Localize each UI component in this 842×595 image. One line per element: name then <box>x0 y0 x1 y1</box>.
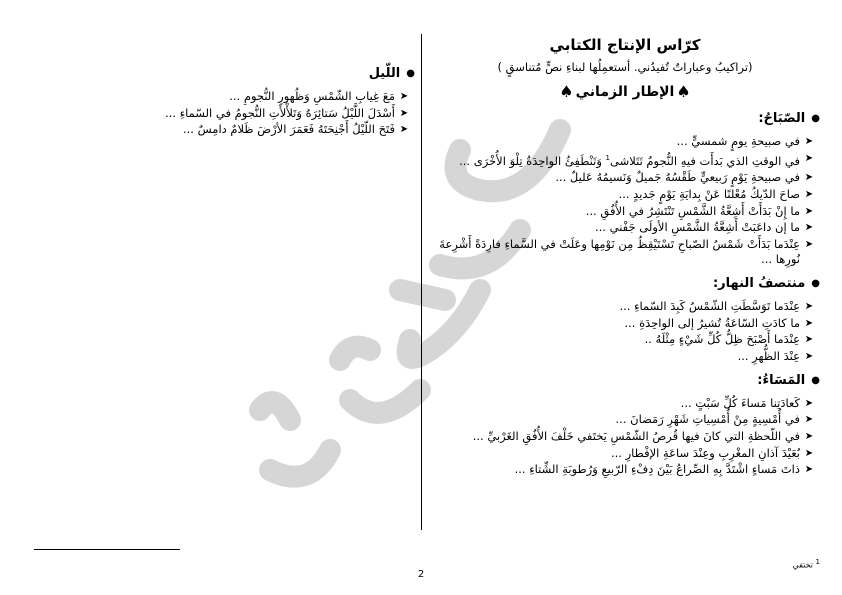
frame-title-text: الإطار الزماني <box>575 83 675 100</box>
arrow-icon: ➤ <box>804 464 814 476</box>
arrow-icon: ➤ <box>804 397 814 409</box>
list-item: ➤ ذاتَ مَساءٍ اشْتَدَّ بِهِ الصِّراعُ بَيْنَ دِفْءِ الرّبيعِ وَرُطوبَةِ الشِّتاءِ ... <box>430 462 820 478</box>
night-list <box>30 89 415 138</box>
arrow-icon: ➤ <box>804 414 814 426</box>
arrow-icon: ➤ <box>804 205 814 217</box>
list-item: ➤ عِنْدَما أَصْبَحَ ظِلُّ كُلِّ شَيْءٍ مِثْلَهُ .. <box>430 332 820 348</box>
list-item: ➤ في أُمْسِيةٍ مِنْ أُمْسِياتِ شَهْرِ رَمَضانَ ... <box>430 412 820 428</box>
list-item: ➤ صاحَ الدّيكُ مُعْلنًا عَنْ بِدايَةِ يَوْمٍ جَديدٍ ... <box>430 187 820 203</box>
evening-list <box>430 396 820 478</box>
arrow-icon: ➤ <box>399 124 409 136</box>
bullet-icon: ● <box>811 374 820 386</box>
arrow-icon: ➤ <box>399 91 409 102</box>
frame-title <box>430 82 820 101</box>
list-item: ➤ عِنْدَما بَدَأَتْ شَمْسُ الصّباحِ تَسْتَيْقِظُ مِن نَوْمِها وعَلَتْ في السَّماءِ فارِدَةً أَشْرِعةَ نُورِها ... <box>430 237 820 268</box>
footnote-separator <box>34 549 180 550</box>
page-number: 2 <box>417 569 425 580</box>
page-title: كرّاس الإنتاج الكتابي <box>549 36 701 54</box>
bullet-icon: ● <box>811 277 820 289</box>
right-column <box>430 36 820 479</box>
footnote-ref: 1 <box>605 153 611 162</box>
noon-list <box>430 299 820 365</box>
arrow-icon: ➤ <box>804 351 814 363</box>
morning-list <box>430 134 820 268</box>
section-heading-morning: ● الصّبَاحُ: <box>758 111 820 126</box>
list-item: ➤ بُعَيْدَ آذانِ المغْرِبِ وعِنْدَ ساعَةِ الإفْطارِ ... <box>430 446 820 462</box>
footnote: $^1$ تختفي <box>792 558 820 570</box>
arrow-icon: ➤ <box>804 152 814 164</box>
list-item: ➤ فَتَحَ اللّيْلُ أَجْنِحَتَهُ فَعَمَرَ الأرْضَ ظَلامٌ دامِسٌ ... <box>30 122 415 138</box>
bullet-icon: ● <box>406 68 415 79</box>
list-item: ➤ في صبيحةِ يَوْمٍ رَبيعيٍّ طَقْسُهُ جَميلٌ وَنَسيمُهُ عَليلٌ ... <box>430 170 820 186</box>
list-item: ➤ ما إِنْ بَدَأَتْ أَشِعَّةُ الشَّمْسِ تَنْتَشِرُ في الأُفُقِ ... <box>430 204 820 220</box>
arrow-icon: ➤ <box>804 136 814 147</box>
page-subtitle: (تراكيبُ وعباراتٌ تُفيدُني. أستعمِلُها لبناءِ نصٍّ مُتناسقٍ ) <box>497 60 753 74</box>
list-item: ➤ ما إن داعَبَتْ أَشِعَّةُ الشَّمْسِ الأولَى جَفْني ... <box>430 220 820 236</box>
list-item: ➤ ما كادَتِ السّاعَةُ تُشيرُ إلى الواحِدَةِ ... <box>430 316 820 332</box>
arrow-icon: ➤ <box>804 430 814 442</box>
section-heading-noon: ● منتصفُ النهار: <box>712 275 820 291</box>
arrow-icon: ➤ <box>804 238 814 250</box>
arrow-icon: ➤ <box>804 300 814 312</box>
arrow-icon: ➤ <box>804 317 814 329</box>
bullet-icon: ● <box>811 113 820 124</box>
arrow-icon: ➤ <box>804 172 814 184</box>
column-divider <box>421 34 422 530</box>
list-item: ➤ أَسْدَلَ اللَّيْلُ سَتائِرَهُ وَتَلأْلأَتِ النُّجومُ في السّماءِ ... <box>30 106 415 122</box>
arrow-icon: ➤ <box>804 334 814 346</box>
section-heading-evening: ● المَسَاءُ: <box>757 372 820 388</box>
list-item: ➤ عِنْدَ الظُّهرِ ... <box>430 349 820 365</box>
arrow-icon: ➤ <box>399 107 409 119</box>
list-item: ➤ في صبيحةِ يومٍ شمسيٍّ ... <box>430 134 820 150</box>
arrow-icon: ➤ <box>804 447 814 459</box>
spade-icon: ♠ <box>676 82 691 101</box>
list-item: ➤ عِنْدَما تَوَسَّطَتِ الشّمْسُ كَبِدَ السّماءِ ... <box>430 299 820 315</box>
list-item: ➤ مَعَ غِيابِ الشّمْسِ وَظُهورِ النُّجومِ ... <box>30 89 415 105</box>
list-item: ➤ كَعادَتِنا مَساءَ كُلِّ سَبْتٍ ... <box>430 396 820 412</box>
spade-icon: ♠ <box>559 82 574 101</box>
list-item: ➤ في الوقتِ الذي بَدأَت فيهِ النُّجومُ تَتَلاشى$^1$ وَتَنْطَفِئُ الواحِدَةُ تِلْوَ الأُخْرَى ... <box>430 151 820 169</box>
list-item: ➤ في اللّحظةِ التي كانَ فيها قُرصُ الشّمْسِ يَختَفي خَلْفَ الأُفُقِ الغَرْبيِّ ... <box>430 429 820 445</box>
section-heading-night: ● اللّيل <box>368 66 415 81</box>
arrow-icon: ➤ <box>804 222 814 234</box>
arrow-icon: ➤ <box>804 188 814 200</box>
left-column <box>30 36 415 139</box>
